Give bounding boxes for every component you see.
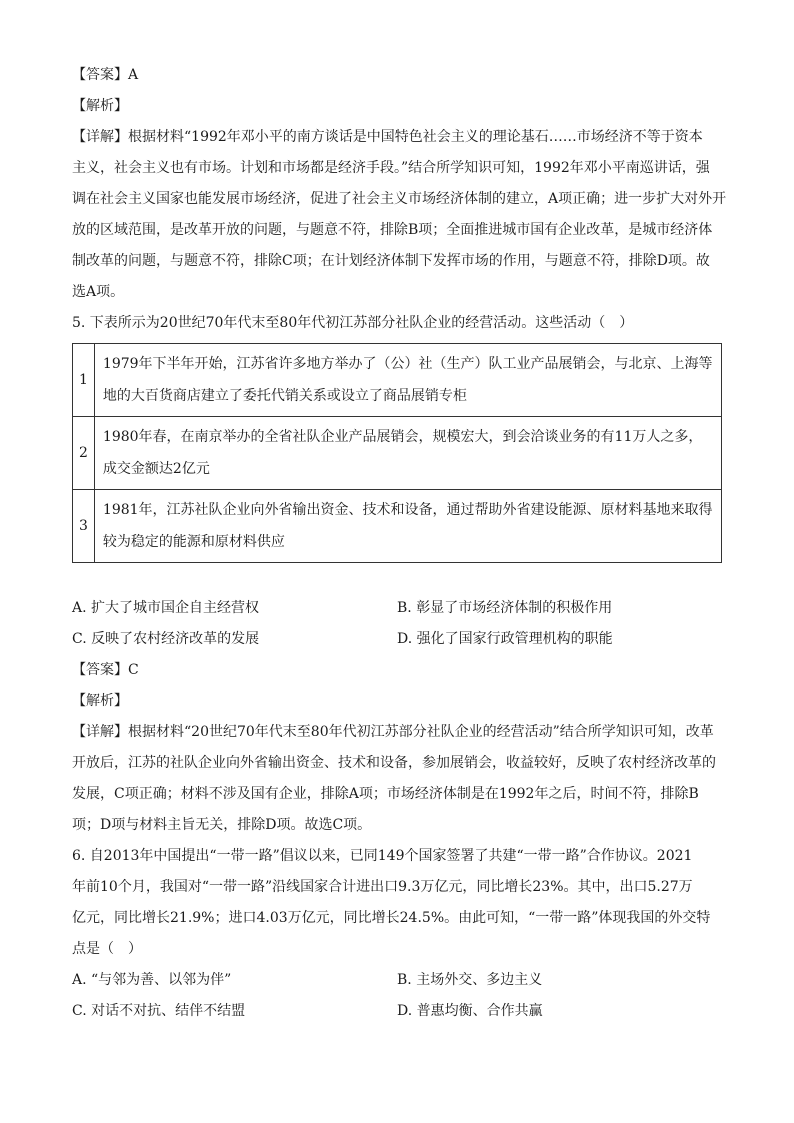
q4-detail-line: 主义，社会主义也有市场。计划和市场都是经济手段。”结合所学知识可知，1992年邓小平南巡讲话，强 (72, 160, 710, 176)
q4-detail-line (72, 122, 722, 153)
row-number: 2 (73, 417, 95, 490)
q6-stem-line: 亿元，同比增长21.9%；进口4.03万亿元，同比增长24.5%。由此可知，“一带一路”体现我国的外交特 (72, 910, 711, 926)
detail-text: 根据材料“1992年邓小平的南方谈话是中国特色社会主义的理论基石……市场经济不等于资本 (128, 129, 703, 145)
q4-detail-line: 调在社会主义国家也能发展市场经济，促进了社会主义市场经济体制的建立，A项正确；进一步扩大对外开 (72, 191, 727, 207)
q5-detail-line: 项；D项与材料主旨无关，排除D项。故选C项。 (72, 817, 372, 833)
detail-tag: 【详解】 (72, 129, 128, 145)
row-number: 1 (73, 344, 95, 417)
row-content (94, 490, 721, 563)
q4-detail-line: 放的区域范围，是改革开放的问题，与题意不符，排除B项；全面推进城市国有企业改革，是城市经济体 (72, 222, 713, 238)
option-d[interactable]: D. 强化了国家行政管理机构的职能 (397, 631, 613, 647)
answer-value: C (128, 662, 139, 678)
detail-tag: 【详解】 (72, 724, 128, 740)
row-line: 地的大百货商店建立了委托代销关系或设立了商品展销专柜 (102, 388, 467, 404)
document-page (72, 60, 727, 1027)
q5-stem: 5. 下表所示为20世纪70年代末至80年代初江苏部分社队企业的经营活动。这些活动（ ） (72, 315, 634, 331)
answer-tag: 【答案】 (72, 67, 128, 83)
q5-detail-line: 开放后，江苏的社队企业向外省输出资金、技术和设备，参加展销会，收益较好，反映了农村经济改革的 (72, 755, 716, 771)
q5-analysis-heading: 【解析】 (72, 693, 128, 709)
table-row (73, 417, 722, 490)
detail-text: 根据材料“20世纪70年代末至80年代初江苏部分社队企业的经营活动”结合所学知识可知，改革 (128, 724, 714, 740)
option-d[interactable]: D. 普惠均衡、合作共赢 (397, 1003, 543, 1019)
row-line: 成交金额达2亿元 (102, 461, 210, 477)
row-line: 较为稳定的能源和原材料供应 (102, 534, 285, 550)
option-b[interactable]: B. 彰显了市场经济体制的积极作用 (397, 600, 613, 616)
q6-options (72, 965, 722, 1027)
option-c[interactable]: C. 对话不对抗、结伴不结盟 (72, 1003, 246, 1019)
activities-table (72, 343, 722, 563)
q5-options (72, 593, 722, 655)
q4-detail-line: 选A项。 (72, 284, 125, 300)
option-a[interactable]: A. 扩大了城市国企自主经营权 (72, 600, 260, 616)
q5-answer-line (72, 655, 722, 686)
q5-detail-line (72, 717, 722, 748)
row-line: 1981年，江苏社队企业向外省输出资金、技术和设备，通过帮助外省建设能源、原材料基地来取得 (102, 502, 713, 518)
row-content (94, 344, 721, 417)
q4-detail-line: 制改革的问题，与题意不符，排除C项；在计划经济体制下发挥市场的作用，与题意不符，排除D项。故 (72, 253, 710, 269)
answer-value: A (128, 67, 139, 83)
table-row (73, 490, 722, 563)
answer-tag: 【答案】 (72, 662, 128, 678)
row-content (94, 417, 721, 490)
q5-detail-line: 发展，C项正确；材料不涉及国有企业，排除A项；市场经济体制是在1992年之后，时间不符，排除B (72, 786, 699, 802)
row-line: 1979年下半年开始，江苏省许多地方举办了（公）社（生产）队工业产品展销会，与北京、上海等 (102, 356, 713, 372)
q4-analysis-heading: 【解析】 (72, 98, 128, 114)
q6-stem-line: 6. 自2013年中国提出“一带一路”倡议以来，已同149个国家签署了共建“一带一路”合作协议。2021 (72, 848, 693, 864)
q6-stem-line: 点是（ ） (72, 941, 142, 957)
option-c[interactable]: C. 反映了农村经济改革的发展 (72, 631, 260, 647)
row-number: 3 (73, 490, 95, 563)
q6-stem-line: 年前10个月，我国对“一带一路”沿线国家合计进出口9.3万亿元，同比增长23%。其中，出口5.27万 (72, 879, 693, 895)
option-b[interactable]: B. 主场外交、多边主义 (397, 972, 543, 988)
q4-answer-line (72, 60, 722, 91)
option-a[interactable]: A. “与邻为善、以邻为伴” (72, 972, 232, 988)
table-row (73, 344, 722, 417)
row-line: 1980年春，在南京举办的全省社队企业产品展销会，规模宏大，到会洽谈业务的有11万人之多， (102, 429, 703, 445)
